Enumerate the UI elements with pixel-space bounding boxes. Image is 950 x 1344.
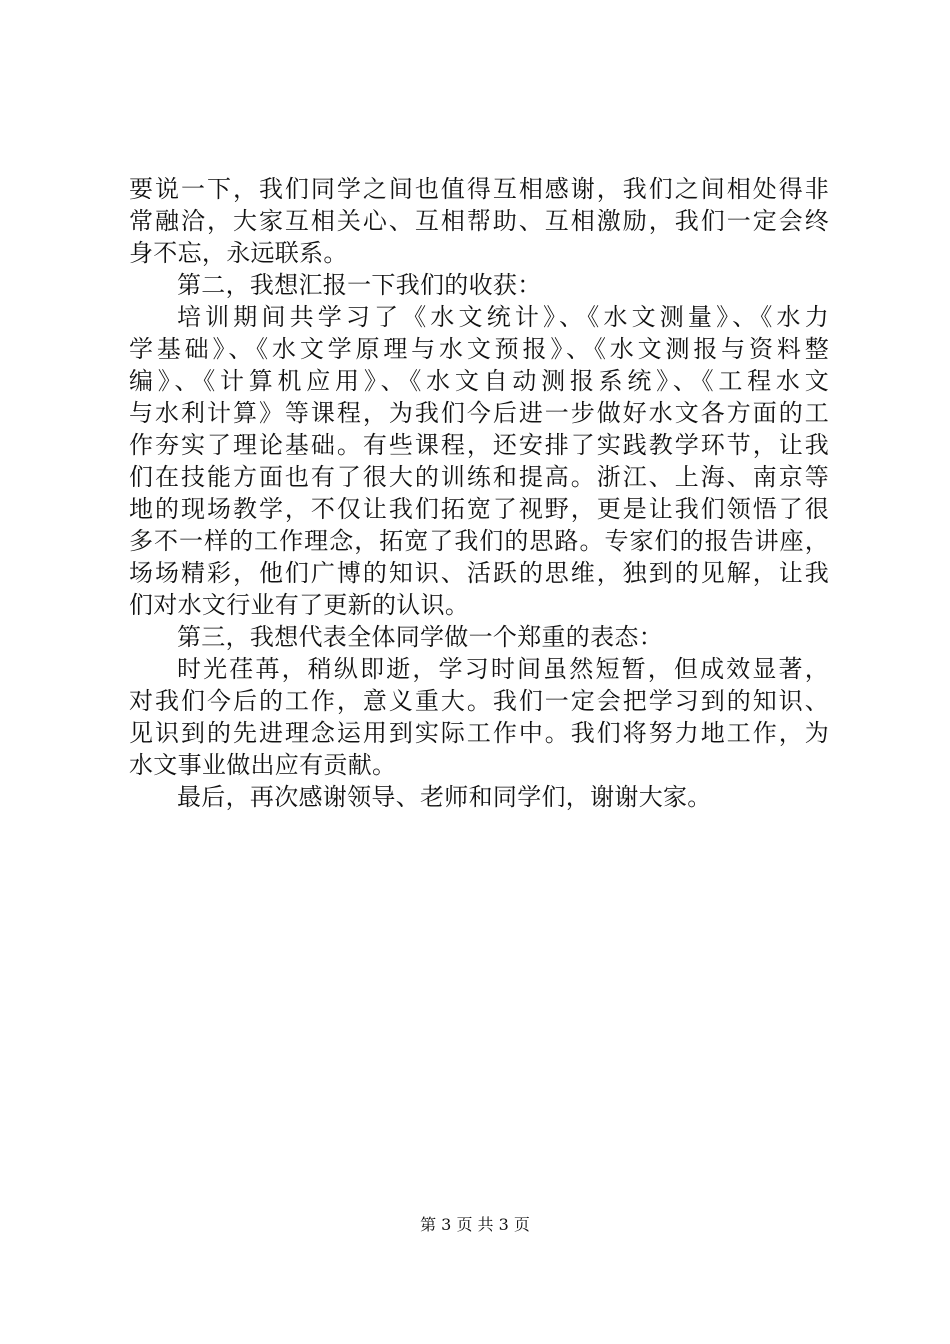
text-line: 地的现场教学，不仅让我们拓宽了视野，更是让我们领悟了很 xyxy=(129,495,829,523)
page-number-footer: 第 3 页 共 3 页 xyxy=(420,1215,530,1234)
text-line: 身不忘，永远联系。 xyxy=(129,239,348,267)
text-line: 多不一样的工作理念，拓宽了我们的思路。专家们的报告讲座， xyxy=(129,527,829,555)
text-line: 培训期间共学习了《水文统计》、《水文测量》、《水力 xyxy=(177,303,829,331)
text-line: 第二，我想汇报一下我们的收获： xyxy=(177,271,542,299)
text-line: 作夯实了理论基础。有些课程，还安排了实践教学环节，让我 xyxy=(129,431,829,459)
text-line: 编》、《计算机应用》、《水文自动测报系统》、《工程水文 xyxy=(129,367,829,395)
document-body xyxy=(129,173,829,813)
text-line: 水文事业做出应有贡献。 xyxy=(129,751,397,779)
text-line: 见识到的先进理念运用到实际工作中。我们将努力地工作，为 xyxy=(129,719,829,747)
text-line: 对我们今后的工作，意义重大。我们一定会把学习到的知识、 xyxy=(129,687,829,715)
text-line: 最后，再次感谢领导、老师和同学们，谢谢大家。 xyxy=(177,783,712,811)
text-line: 们对水文行业有了更新的认识。 xyxy=(129,591,470,619)
text-line: 场场精彩，他们广博的知识、活跃的思维，独到的见解，让我 xyxy=(129,559,829,587)
text-line: 与水利计算》等课程，为我们今后进一步做好水文各方面的工 xyxy=(129,399,829,427)
text-line: 要说一下，我们同学之间也值得互相感谢，我们之间相处得非 xyxy=(129,175,829,203)
text-line: 时光荏苒，稍纵即逝，学习时间虽然短暂，但成效显著， xyxy=(177,655,829,683)
text-line: 第三，我想代表全体同学做一个郑重的表态： xyxy=(177,623,663,651)
text-line: 们在技能方面也有了很大的训练和提高。浙江、上海、南京等 xyxy=(129,463,829,491)
text-line: 常融洽，大家互相关心、互相帮助、互相激励，我们一定会终 xyxy=(129,207,829,235)
text-line: 学基础》、《水文学原理与水文预报》、《水文测报与资料整 xyxy=(129,335,829,363)
